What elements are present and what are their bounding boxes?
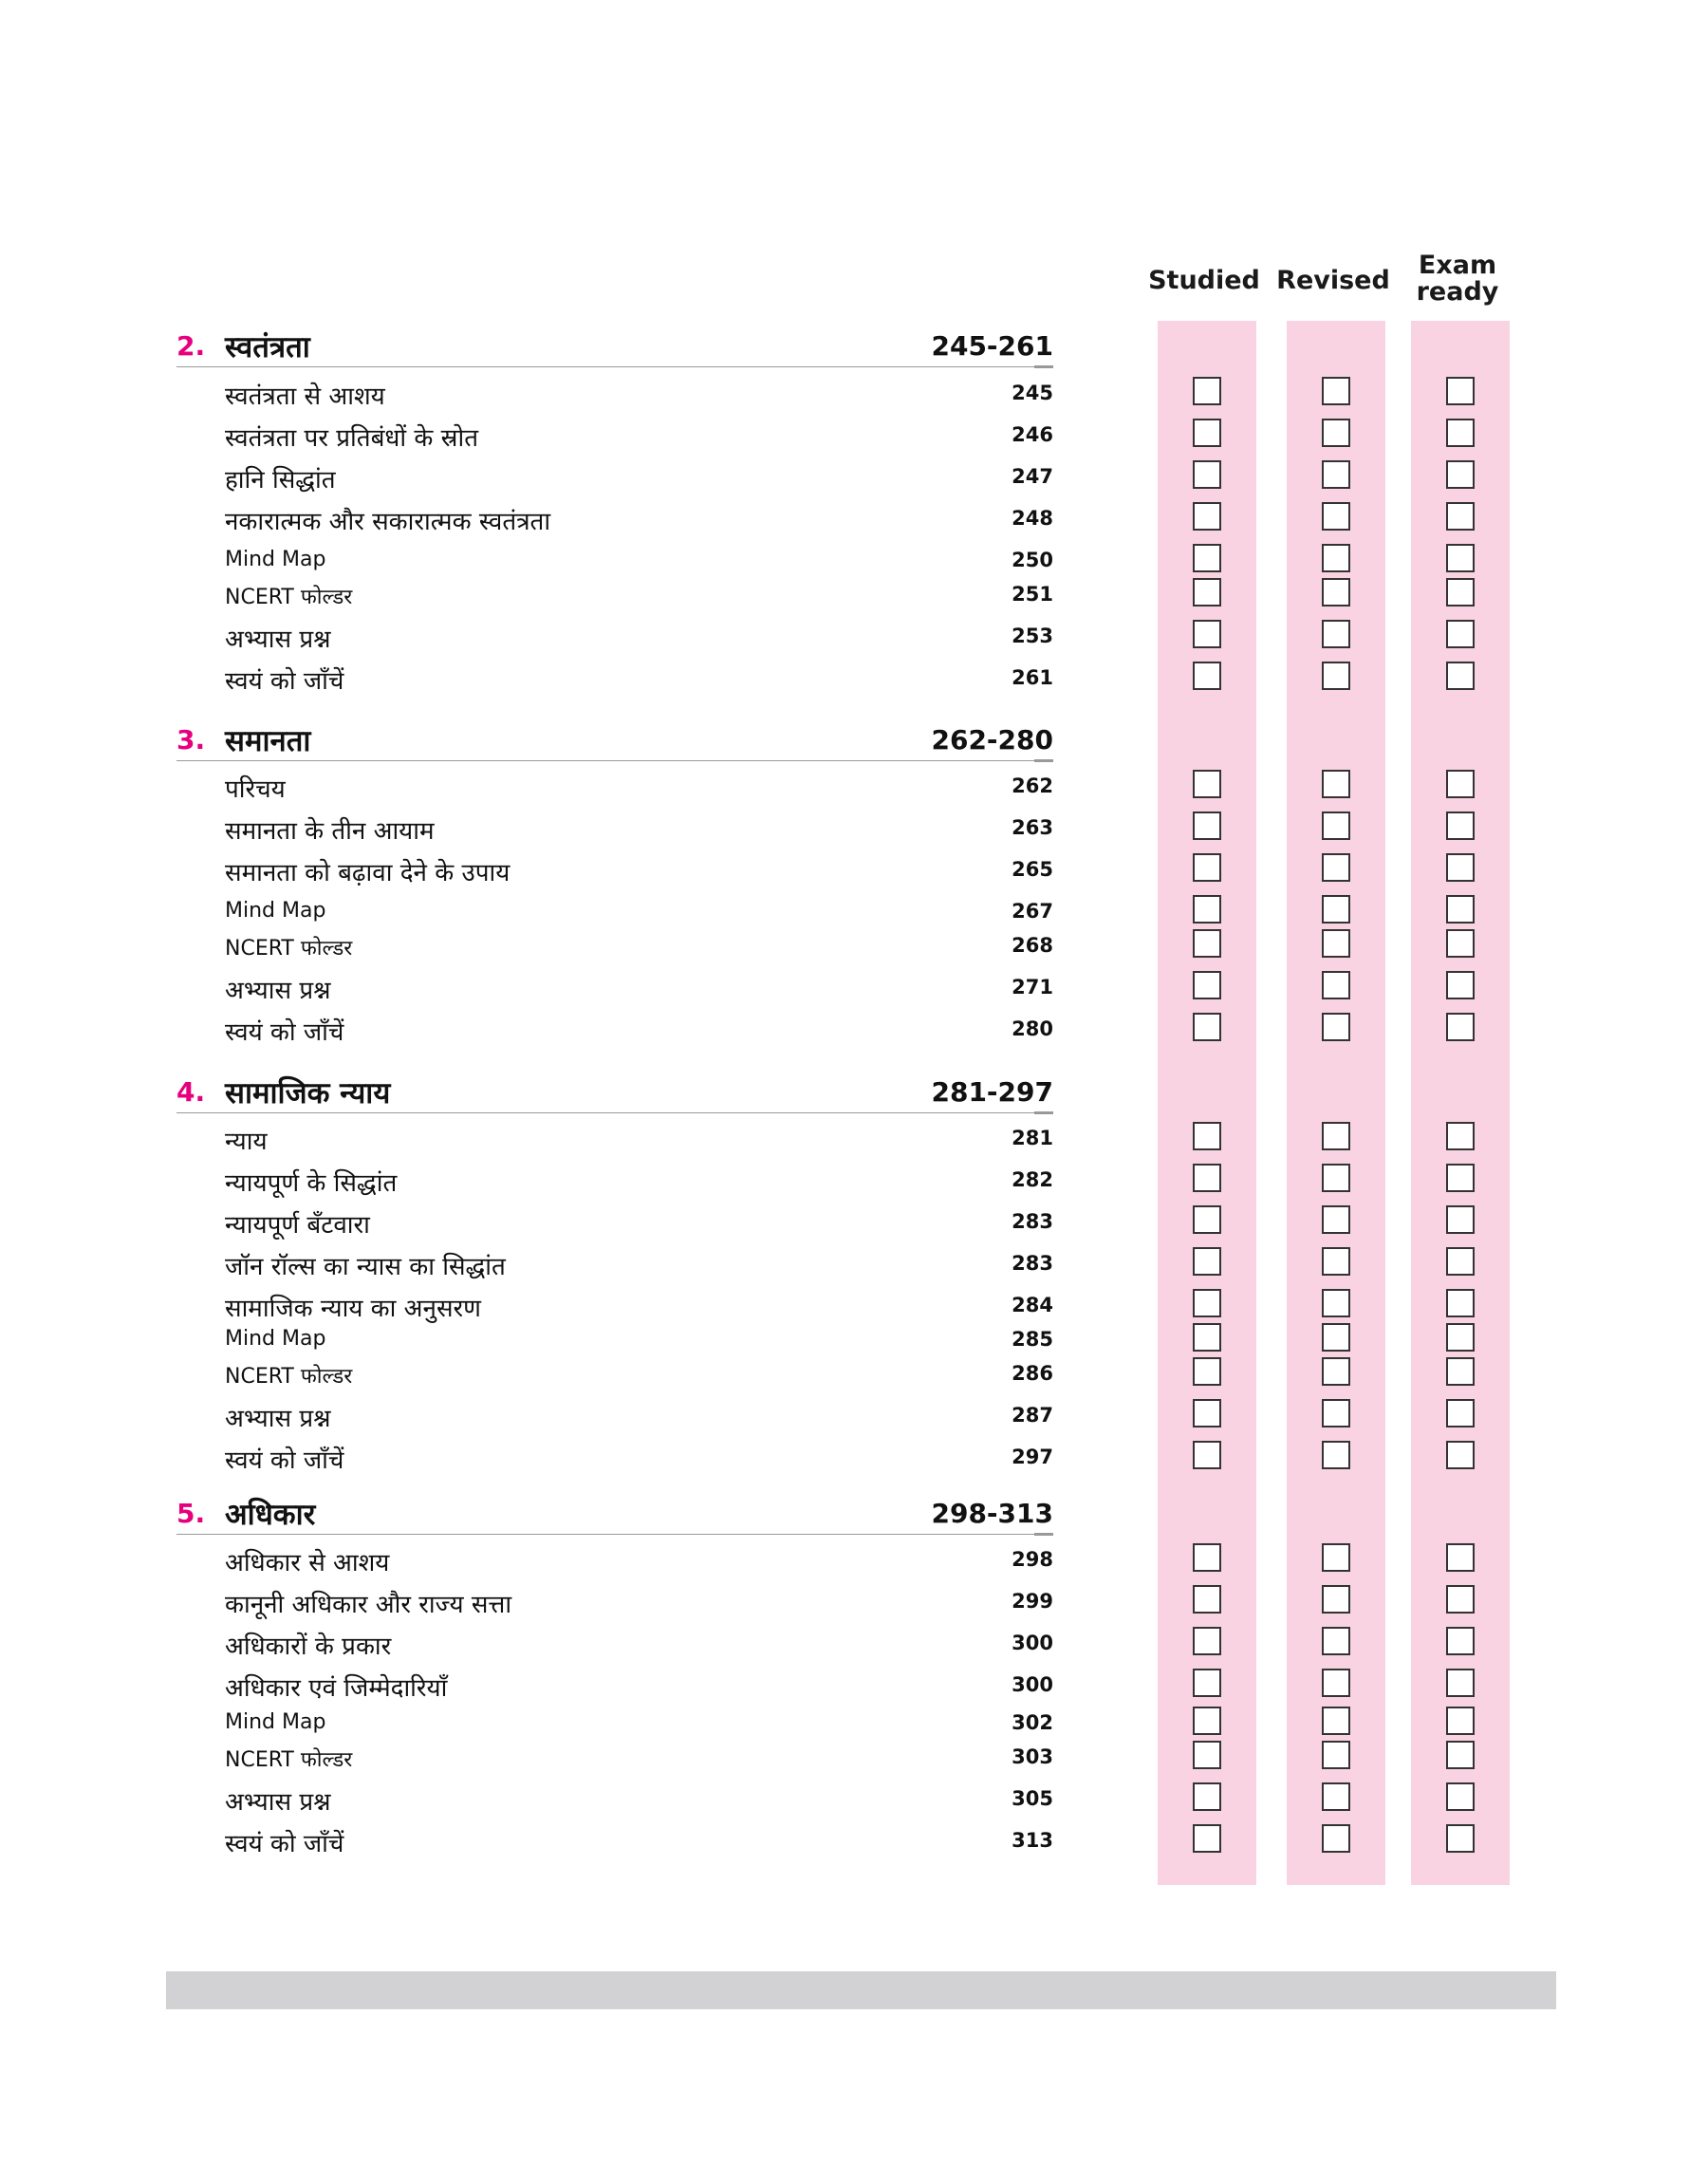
- topic-label: Mind Map: [225, 548, 326, 571]
- studied-checkbox[interactable]: [1193, 853, 1221, 882]
- toc-row: [0, 1117, 1708, 1159]
- studied-checkbox[interactable]: [1193, 662, 1221, 690]
- topic-label: Mind Map: [225, 1327, 326, 1351]
- toc-row: [0, 1159, 1708, 1201]
- revised-checkbox[interactable]: [1322, 1289, 1350, 1317]
- exam-ready-checkbox[interactable]: [1446, 895, 1475, 924]
- revised-checkbox[interactable]: [1322, 1669, 1350, 1697]
- topic-page-number: 265: [1012, 858, 1053, 881]
- toc-row: [0, 1242, 1708, 1284]
- topic-page-number: 245: [1012, 382, 1053, 404]
- topic-page-number: 305: [1012, 1787, 1053, 1810]
- exam-ready-checkbox[interactable]: [1446, 544, 1475, 572]
- topic-page-number: 248: [1012, 507, 1053, 530]
- studied-checkbox[interactable]: [1193, 1707, 1221, 1735]
- topic-page-number: 303: [1012, 1745, 1053, 1768]
- column-header-exam-ready: [1382, 252, 1533, 306]
- section-header: [0, 1494, 1708, 1532]
- topic-page-number: 300: [1012, 1632, 1053, 1654]
- studied-checkbox[interactable]: [1193, 1013, 1221, 1041]
- revised-checkbox[interactable]: [1322, 1122, 1350, 1150]
- exam-ready-checkbox[interactable]: [1446, 1441, 1475, 1469]
- studied-checkbox[interactable]: [1193, 502, 1221, 531]
- topic-label: नकारात्मक और सकारात्मक स्वतंत्रता: [225, 508, 551, 536]
- exam-ready-checkbox[interactable]: [1446, 1824, 1475, 1853]
- toc-row: [0, 456, 1708, 497]
- section-page-range: 245-261: [931, 330, 1053, 362]
- topic-page-number: 268: [1012, 934, 1053, 957]
- section-header: [0, 1073, 1708, 1110]
- topic-page-number: 284: [1012, 1294, 1053, 1316]
- topic-label: सामाजिक न्याय का अनुसरण: [225, 1295, 481, 1323]
- revised-checkbox[interactable]: [1322, 971, 1350, 999]
- revised-checkbox[interactable]: [1322, 620, 1350, 648]
- topic-label: समानता के तीन आयाम: [225, 817, 435, 846]
- topic-label: अभ्यास प्रश्न: [225, 1788, 331, 1817]
- revised-checkbox[interactable]: [1322, 1707, 1350, 1735]
- topic-page-number: 253: [1012, 625, 1053, 647]
- topic-label: स्वतंत्रता पर प्रतिबंधों के स्रोत: [225, 424, 479, 453]
- revised-checkbox[interactable]: [1322, 1627, 1350, 1655]
- topic-label: स्वयं को जाँचें: [225, 1018, 344, 1047]
- topic-label: न्यायपूर्ण के सिद्धांत: [225, 1169, 398, 1198]
- column-header-exam-line1: Exam: [1418, 251, 1497, 280]
- topic-page-number: 286: [1012, 1362, 1053, 1385]
- revised-checkbox[interactable]: [1322, 1741, 1350, 1769]
- exam-ready-checkbox[interactable]: [1446, 1782, 1475, 1811]
- section-title: सामाजिक न्याय: [225, 1076, 391, 1110]
- revised-checkbox[interactable]: [1322, 578, 1350, 606]
- topic-page-number: 283: [1012, 1252, 1053, 1275]
- revised-checkbox[interactable]: [1322, 1205, 1350, 1234]
- topic-page-number: 280: [1012, 1017, 1053, 1040]
- topic-label: परिचय: [225, 775, 286, 804]
- exam-ready-checkbox[interactable]: [1446, 1122, 1475, 1150]
- topic-page-number: 247: [1012, 465, 1053, 488]
- studied-checkbox[interactable]: [1193, 895, 1221, 924]
- section-header: [0, 720, 1708, 758]
- topic-label: अधिकार से आशय: [225, 1549, 390, 1577]
- topic-label: स्वयं को जाँचें: [225, 1830, 344, 1858]
- exam-ready-checkbox[interactable]: [1446, 502, 1475, 531]
- exam-ready-checkbox[interactable]: [1446, 662, 1475, 690]
- section-page-range: 281-297: [931, 1076, 1053, 1108]
- exam-ready-checkbox[interactable]: [1446, 1585, 1475, 1614]
- topic-label: Mind Map: [225, 899, 326, 923]
- exam-ready-checkbox[interactable]: [1446, 1627, 1475, 1655]
- section-page-range: 262-280: [931, 724, 1053, 756]
- revised-checkbox[interactable]: [1322, 1247, 1350, 1276]
- revised-checkbox[interactable]: [1322, 460, 1350, 489]
- studied-checkbox[interactable]: [1193, 1543, 1221, 1572]
- section-rule: [176, 760, 1053, 761]
- revised-checkbox[interactable]: [1322, 1013, 1350, 1041]
- exam-ready-checkbox[interactable]: [1446, 620, 1475, 648]
- topic-page-number: 299: [1012, 1590, 1053, 1613]
- exam-ready-checkbox[interactable]: [1446, 1013, 1475, 1041]
- studied-checkbox[interactable]: [1193, 1399, 1221, 1427]
- studied-checkbox[interactable]: [1193, 1441, 1221, 1469]
- toc-row: [0, 372, 1708, 414]
- revised-checkbox[interactable]: [1322, 1323, 1350, 1352]
- studied-checkbox[interactable]: [1193, 578, 1221, 606]
- exam-ready-checkbox[interactable]: [1446, 1741, 1475, 1769]
- toc-row: [0, 1622, 1708, 1664]
- studied-checkbox[interactable]: [1193, 1357, 1221, 1386]
- section-rule: [176, 366, 1053, 367]
- exam-ready-checkbox[interactable]: [1446, 853, 1475, 882]
- topic-label: NCERT फोल्डर: [225, 586, 353, 609]
- exam-ready-checkbox[interactable]: [1446, 460, 1475, 489]
- toc-row: [0, 807, 1708, 849]
- studied-checkbox[interactable]: [1193, 929, 1221, 958]
- studied-checkbox[interactable]: [1193, 544, 1221, 572]
- exam-ready-checkbox[interactable]: [1446, 1399, 1475, 1427]
- section-page-range: 298-313: [931, 1498, 1053, 1529]
- toc-row: [0, 1353, 1708, 1394]
- topic-page-number: 267: [1012, 900, 1053, 923]
- section-title: स्वतंत्रता: [225, 330, 310, 364]
- exam-ready-checkbox[interactable]: [1446, 812, 1475, 840]
- section-number: 4.: [176, 1076, 206, 1108]
- topic-page-number: 271: [1012, 976, 1053, 998]
- toc-row: [0, 1664, 1708, 1706]
- studied-checkbox[interactable]: [1193, 377, 1221, 405]
- revised-checkbox[interactable]: [1322, 1543, 1350, 1572]
- topic-page-number: 251: [1012, 583, 1053, 606]
- exam-ready-checkbox[interactable]: [1446, 419, 1475, 447]
- toc-row: [0, 1008, 1708, 1050]
- studied-checkbox[interactable]: [1193, 1669, 1221, 1697]
- toc-row: [0, 1394, 1708, 1436]
- toc-row: [0, 1436, 1708, 1478]
- exam-ready-checkbox[interactable]: [1446, 1289, 1475, 1317]
- topic-label: जॉन रॉल्स का न्यास का सिद्धांत: [225, 1253, 506, 1281]
- topic-page-number: 282: [1012, 1168, 1053, 1191]
- revised-checkbox[interactable]: [1322, 1357, 1350, 1386]
- revised-checkbox[interactable]: [1322, 1782, 1350, 1811]
- topic-label: अधिकार एवं जिम्मेदारियाँ: [225, 1674, 448, 1703]
- toc-row: [0, 573, 1708, 615]
- topic-label: स्वयं को जाँचें: [225, 1446, 344, 1475]
- topic-label: अभ्यास प्रश्न: [225, 625, 331, 654]
- column-header-revised: Revised: [1276, 266, 1390, 295]
- revised-checkbox[interactable]: [1322, 502, 1350, 531]
- topic-label: हानि सिद्धांत: [225, 466, 336, 494]
- exam-ready-checkbox[interactable]: [1446, 1707, 1475, 1735]
- revised-checkbox[interactable]: [1322, 377, 1350, 405]
- revised-checkbox[interactable]: [1322, 929, 1350, 958]
- toc-row: [0, 615, 1708, 657]
- exam-ready-checkbox[interactable]: [1446, 929, 1475, 958]
- topic-page-number: 246: [1012, 423, 1053, 446]
- revised-checkbox[interactable]: [1322, 1585, 1350, 1614]
- studied-checkbox[interactable]: [1193, 419, 1221, 447]
- topic-label: NCERT फोल्डर: [225, 1365, 353, 1389]
- exam-ready-checkbox[interactable]: [1446, 578, 1475, 606]
- exam-ready-checkbox[interactable]: [1446, 1323, 1475, 1352]
- revised-checkbox[interactable]: [1322, 544, 1350, 572]
- exam-ready-checkbox[interactable]: [1446, 971, 1475, 999]
- topic-page-number: 283: [1012, 1210, 1053, 1233]
- studied-checkbox[interactable]: [1193, 1164, 1221, 1192]
- revised-checkbox[interactable]: [1322, 770, 1350, 798]
- section-number: 2.: [176, 330, 206, 362]
- toc-row: [0, 657, 1708, 699]
- studied-checkbox[interactable]: [1193, 770, 1221, 798]
- studied-checkbox[interactable]: [1193, 1289, 1221, 1317]
- section-header: [0, 327, 1708, 364]
- exam-ready-checkbox[interactable]: [1446, 770, 1475, 798]
- toc-row: [0, 765, 1708, 807]
- exam-ready-checkbox[interactable]: [1446, 377, 1475, 405]
- revised-checkbox[interactable]: [1322, 1824, 1350, 1853]
- toc-row: [0, 849, 1708, 890]
- topic-page-number: 302: [1012, 1711, 1053, 1734]
- section-rule-accent: [1034, 365, 1053, 368]
- exam-ready-checkbox[interactable]: [1446, 1543, 1475, 1572]
- topic-label: अधिकारों के प्रकार: [225, 1633, 392, 1661]
- studied-checkbox[interactable]: [1193, 1627, 1221, 1655]
- studied-checkbox[interactable]: [1193, 1782, 1221, 1811]
- toc-row: [0, 1778, 1708, 1819]
- toc-row: [0, 924, 1708, 966]
- exam-ready-checkbox[interactable]: [1446, 1357, 1475, 1386]
- revised-checkbox[interactable]: [1322, 1164, 1350, 1192]
- topic-label: NCERT फोल्डर: [225, 937, 353, 961]
- toc-row: [0, 1819, 1708, 1861]
- studied-checkbox[interactable]: [1193, 971, 1221, 999]
- exam-ready-checkbox[interactable]: [1446, 1669, 1475, 1697]
- studied-checkbox[interactable]: [1193, 1741, 1221, 1769]
- column-header-studied: Studied: [1148, 266, 1260, 295]
- revised-checkbox[interactable]: [1322, 1399, 1350, 1427]
- section-number: 5.: [176, 1498, 206, 1529]
- studied-checkbox[interactable]: [1193, 460, 1221, 489]
- topic-label: स्वतंत्रता से आशय: [225, 382, 385, 411]
- topic-page-number: 298: [1012, 1548, 1053, 1571]
- topic-label: समानता को बढ़ावा देने के उपाय: [225, 859, 511, 887]
- studied-checkbox[interactable]: [1193, 1585, 1221, 1614]
- revised-checkbox[interactable]: [1322, 812, 1350, 840]
- studied-checkbox[interactable]: [1193, 1824, 1221, 1853]
- studied-checkbox[interactable]: [1193, 1323, 1221, 1352]
- revised-checkbox[interactable]: [1322, 853, 1350, 882]
- toc-row: [0, 1201, 1708, 1242]
- topic-label: कानूनी अधिकार और राज्य सत्ता: [225, 1591, 512, 1619]
- topic-label: अभ्यास प्रश्न: [225, 1405, 331, 1433]
- revised-checkbox[interactable]: [1322, 662, 1350, 690]
- section-rule-accent: [1034, 759, 1053, 762]
- revised-checkbox[interactable]: [1322, 419, 1350, 447]
- topic-label: Mind Map: [225, 1710, 326, 1734]
- studied-checkbox[interactable]: [1193, 1247, 1221, 1276]
- toc-row: [0, 497, 1708, 539]
- topic-page-number: 261: [1012, 666, 1053, 689]
- toc-row: [0, 1736, 1708, 1778]
- revised-checkbox[interactable]: [1322, 1441, 1350, 1469]
- topic-page-number: 262: [1012, 774, 1053, 797]
- section-rule: [176, 1534, 1053, 1535]
- topic-page-number: 263: [1012, 816, 1053, 839]
- topic-page-number: 281: [1012, 1127, 1053, 1149]
- topic-page-number: 300: [1012, 1673, 1053, 1696]
- studied-checkbox[interactable]: [1193, 1205, 1221, 1234]
- topic-label: अभ्यास प्रश्न: [225, 977, 331, 1005]
- studied-checkbox[interactable]: [1193, 620, 1221, 648]
- topic-label: न्यायपूर्ण बँटवारा: [225, 1211, 370, 1240]
- topic-label: स्वयं को जाँचें: [225, 667, 344, 696]
- studied-checkbox[interactable]: [1193, 812, 1221, 840]
- topic-page-number: 313: [1012, 1829, 1053, 1852]
- topic-label: न्याय: [225, 1128, 268, 1156]
- section-rule-accent: [1034, 1533, 1053, 1536]
- revised-checkbox[interactable]: [1322, 895, 1350, 924]
- toc-row: [0, 1539, 1708, 1580]
- section-title: समानता: [225, 724, 311, 758]
- section-rule: [176, 1112, 1053, 1113]
- column-header-exam-line2: ready: [1416, 277, 1499, 307]
- section-rule-accent: [1034, 1111, 1053, 1114]
- section-number: 3.: [176, 724, 206, 756]
- toc-row: [0, 1580, 1708, 1622]
- toc-row: [0, 414, 1708, 456]
- topic-page-number: 285: [1012, 1328, 1053, 1351]
- studied-checkbox[interactable]: [1193, 1122, 1221, 1150]
- footer-bar: [166, 1971, 1556, 2009]
- topic-page-number: 287: [1012, 1404, 1053, 1427]
- topic-page-number: 250: [1012, 549, 1053, 571]
- toc-row: [0, 966, 1708, 1008]
- section-title: अधिकार: [225, 1498, 316, 1532]
- topic-page-number: 297: [1012, 1446, 1053, 1468]
- exam-ready-checkbox[interactable]: [1446, 1205, 1475, 1234]
- topic-label: NCERT फोल्डर: [225, 1748, 353, 1772]
- exam-ready-checkbox[interactable]: [1446, 1247, 1475, 1276]
- exam-ready-checkbox[interactable]: [1446, 1164, 1475, 1192]
